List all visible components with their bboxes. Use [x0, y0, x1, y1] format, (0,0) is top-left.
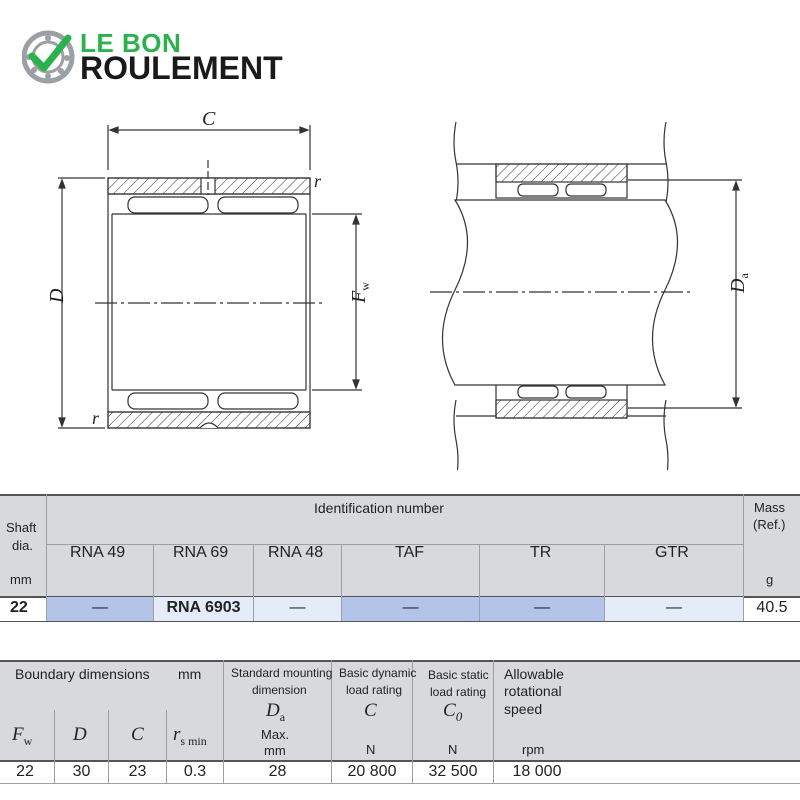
label-r-bottom: r: [92, 408, 100, 428]
row-rna48: —: [289, 599, 306, 616]
stat-symbol: $C_0$: [443, 700, 463, 724]
col-tr: TR: [530, 544, 552, 561]
logo-line-1: LE BON: [80, 28, 182, 58]
dyn-unit: N: [366, 742, 376, 757]
speed-title-3: speed: [504, 701, 543, 717]
val-dyn: 20 800: [347, 763, 397, 780]
shaft-label-1: Shaft: [6, 520, 37, 535]
mass-label-1: Mass: [754, 500, 786, 515]
row-shaft: 22: [10, 599, 28, 616]
val-r: 0.3: [183, 763, 207, 780]
dyn-title-2: load rating: [346, 683, 403, 697]
val-fw: 22: [16, 763, 34, 780]
row-tr: —: [534, 599, 550, 616]
label-fw: $F_w$: [348, 282, 372, 303]
stat-title-1: Basic static: [428, 668, 489, 682]
speed-title-2: rotational: [504, 683, 562, 699]
row-gtr: —: [666, 599, 682, 616]
row-rna69: RNA 6903: [166, 599, 241, 616]
mount-unit: mm: [264, 743, 286, 758]
val-c: 23: [128, 763, 147, 780]
row-taf: —: [402, 599, 419, 616]
sym-r: $r_{s min}$: [173, 724, 207, 748]
dyn-symbol: C: [364, 700, 377, 721]
dyn-title-1: Basic dynamic: [339, 666, 417, 680]
label-c: C: [202, 110, 216, 130]
mount-symbol: $D_a$: [266, 700, 286, 724]
mass-unit: g: [766, 572, 774, 587]
mount-title-1: Standard mounting: [231, 666, 333, 680]
identification-title: Identification number: [314, 500, 444, 516]
sym-fw: $F_w$: [12, 724, 33, 748]
label-da: $D_a$: [727, 273, 751, 293]
sym-c: C: [131, 724, 144, 745]
col-rna48: RNA 48: [268, 544, 324, 561]
stat-title-2: load rating: [430, 685, 487, 699]
row-mass: 40.5: [756, 599, 788, 616]
sym-d: D: [73, 724, 87, 745]
row-rna49: —: [92, 599, 108, 616]
label-d: D: [46, 288, 68, 303]
stat-unit: N: [448, 742, 458, 757]
col-gtr: GTR: [655, 544, 689, 561]
brand-logo: [22, 28, 302, 88]
label-r-top: r: [314, 171, 322, 191]
mount-title-2: dimension: [252, 683, 307, 697]
speed-title-1: Allowable: [504, 666, 564, 682]
shaft-unit: mm: [10, 572, 32, 587]
bearing-check-icon: [22, 30, 76, 84]
col-rna69: RNA 69: [173, 544, 229, 561]
val-da: 28: [268, 763, 287, 780]
bearing-drawing: [0, 110, 800, 470]
val-speed: 18 000: [512, 763, 562, 780]
boundary-unit: mm: [178, 666, 202, 682]
val-d: 30: [72, 763, 91, 780]
shaft-label-2: dia.: [12, 538, 33, 553]
mount-max: Max.: [261, 727, 290, 742]
val-stat: 32 500: [428, 763, 478, 780]
speed-unit: rpm: [522, 742, 545, 757]
col-rna49: RNA 49: [70, 544, 126, 561]
logo-line-2: ROULEMENT: [80, 50, 283, 86]
mass-label-2: (Ref.): [753, 517, 786, 532]
boundary-title: Boundary dimensions: [15, 666, 150, 682]
col-taf: TAF: [395, 544, 425, 561]
